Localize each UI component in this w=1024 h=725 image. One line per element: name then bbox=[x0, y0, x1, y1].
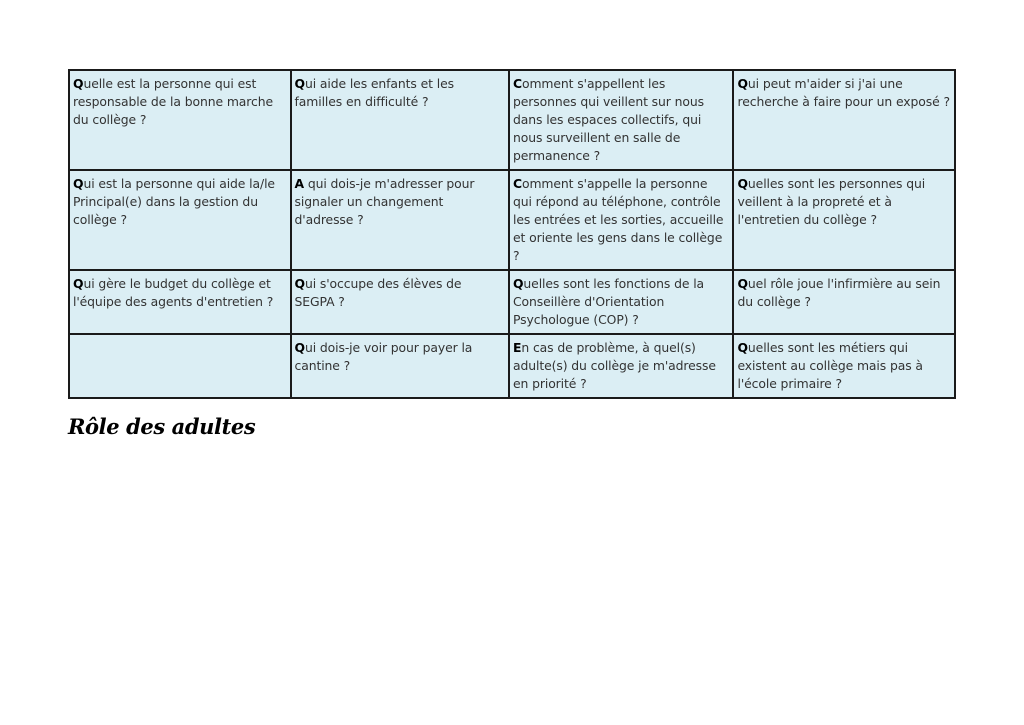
question-initial: Q bbox=[73, 76, 84, 91]
question-cell bbox=[291, 170, 509, 270]
empty-cell bbox=[69, 334, 291, 398]
question-cell bbox=[733, 70, 955, 170]
table-row bbox=[69, 334, 955, 398]
question-cell bbox=[291, 270, 509, 334]
question-cell bbox=[509, 170, 734, 270]
question-initial: Q bbox=[737, 176, 748, 191]
question-cell bbox=[291, 334, 509, 398]
question-initial: E bbox=[512, 340, 522, 355]
question-initial: A bbox=[294, 176, 304, 191]
question-text: ui dois-je voir pour payer la cantine ? bbox=[294, 340, 473, 373]
question-cell bbox=[69, 70, 291, 170]
question-cell bbox=[69, 270, 291, 334]
question-text: ui peut m'aider si j'ai une recherche à faire pour un exposé ? bbox=[737, 76, 950, 109]
question-cell bbox=[69, 170, 291, 270]
question-text: ui aide les enfants et les familles en difficulté ? bbox=[294, 76, 454, 109]
question-text: ui s'occupe des élèves de SEGPA ? bbox=[294, 276, 462, 309]
questions-table bbox=[68, 69, 956, 399]
question-initial: Q bbox=[294, 276, 305, 291]
question-text: n cas de problème, à quel(s) adulte(s) du collège je m'adresse en priorité ? bbox=[512, 340, 716, 391]
question-text: uelles sont les fonctions de la Conseillère d'Orientation Psychologue (COP) ? bbox=[512, 276, 705, 327]
question-cell bbox=[509, 334, 734, 398]
question-cell bbox=[509, 70, 734, 170]
question-initial: Q bbox=[737, 76, 748, 91]
question-cell bbox=[733, 334, 955, 398]
question-text: uel rôle joue l'infirmière au sein du collège ? bbox=[737, 276, 941, 309]
question-text: uelle est la personne qui est responsable de la bonne marche du collège ? bbox=[73, 76, 274, 127]
table-row bbox=[69, 270, 955, 334]
table-row bbox=[69, 70, 955, 170]
question-initial: Q bbox=[737, 340, 748, 355]
section-heading: Rôle des adultes bbox=[68, 414, 256, 439]
question-text: uelles sont les métiers qui existent au collège mais pas à l'école primaire ? bbox=[737, 340, 923, 391]
table-row bbox=[69, 170, 955, 270]
question-text: omment s'appelle la personne qui répond au téléphone, contrôle les entrées et les sorties, accueille et oriente les gens dans le collège ? bbox=[512, 176, 724, 263]
question-initial: Q bbox=[294, 340, 305, 355]
question-initial: Q bbox=[737, 276, 748, 291]
question-text: qui dois-je m'adresser pour signaler un changement d'adresse ? bbox=[294, 176, 475, 227]
question-initial: C bbox=[512, 176, 522, 191]
question-cell bbox=[291, 70, 509, 170]
question-initial: C bbox=[512, 76, 522, 91]
question-text: omment s'appellent les personnes qui veillent sur nous dans les espaces collectifs, qui nous surveillent en salle de permanence ? bbox=[512, 76, 704, 163]
question-text: uelles sont les personnes qui veillent à la propreté et à l'entretien du collège ? bbox=[737, 176, 926, 227]
question-cell bbox=[509, 270, 734, 334]
question-text: ui gère le budget du collège et l'équipe des agents d'entretien ? bbox=[73, 276, 274, 309]
question-initial: Q bbox=[73, 176, 84, 191]
question-cell bbox=[733, 270, 955, 334]
question-cell bbox=[733, 170, 955, 270]
question-text: ui est la personne qui aide la/le Principal(e) dans la gestion du collège ? bbox=[73, 176, 275, 227]
question-initial: Q bbox=[294, 76, 305, 91]
question-initial: Q bbox=[512, 276, 524, 291]
question-initial: Q bbox=[73, 276, 84, 291]
